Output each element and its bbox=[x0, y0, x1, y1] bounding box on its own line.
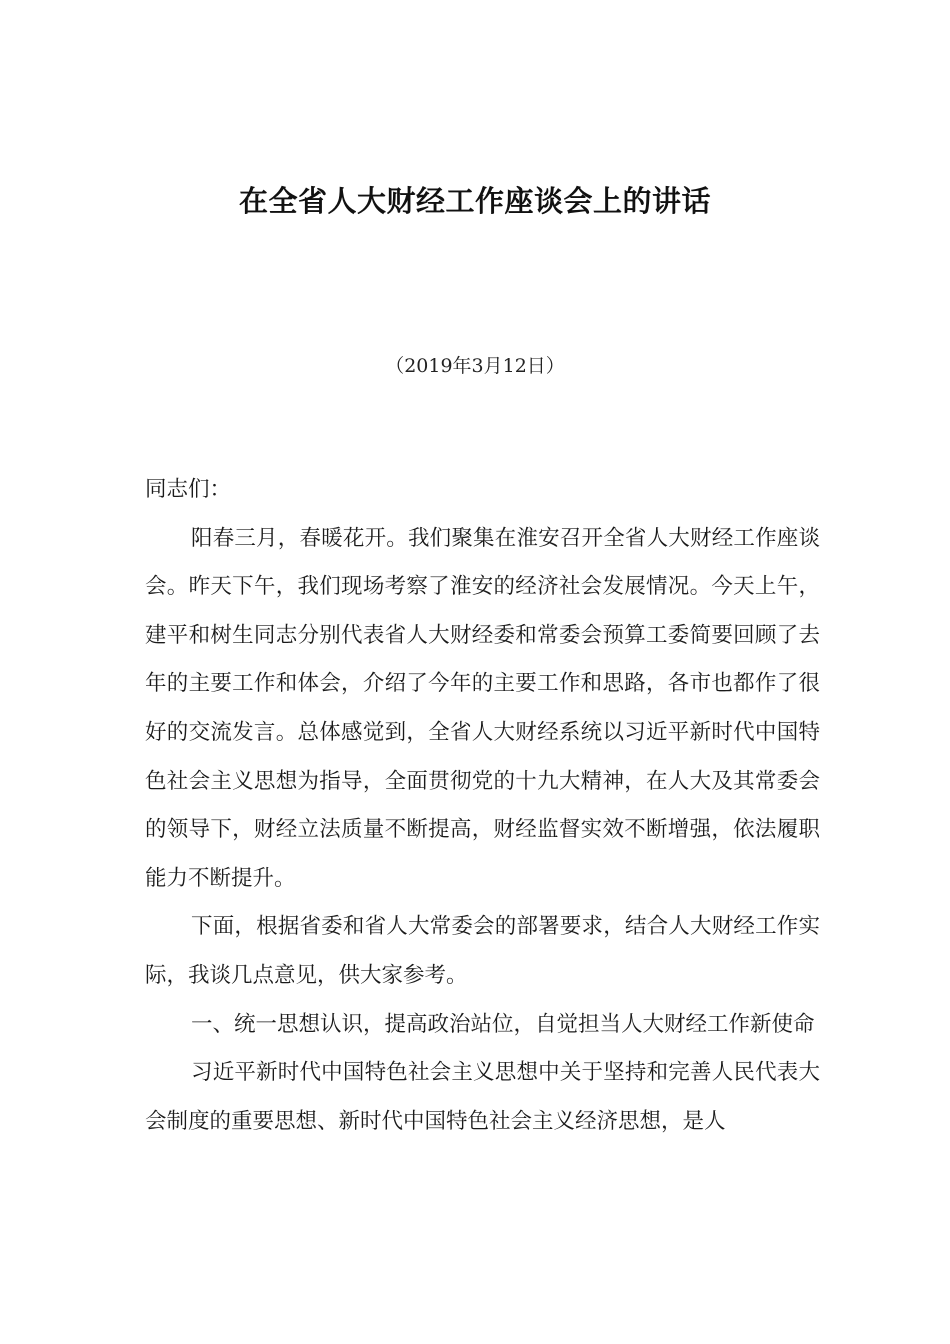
document-date: （2019年3月12日） bbox=[385, 355, 565, 377]
document-body bbox=[145, 466, 820, 1146]
paragraph-3: 习近平新时代中国特色社会主义思想中关于坚持和完善人民代表大会制度的重要思想、新时代中国特色社会主义经济思想，是人 bbox=[145, 1060, 820, 1134]
paragraph-2: 下面，根据省委和省人大常委会的部署要求，结合人大财经工作实际，我谈几点意见，供大家参考。 bbox=[145, 914, 820, 988]
salutation: 同志们： bbox=[145, 477, 232, 502]
paragraph-1: 阳春三月，春暖花开。我们聚集在淮安召开全省人大财经工作座谈会。昨天下午，我们现场考察了淮安的经济社会发展情况。今天上午，建平和树生同志分别代表省人大财经委和常委会预算工委简要回顾了去年的主要工作和体会，介绍了今年的主要工作和思路，各市也都作了很好的交流发言。总体感觉到，全省人大财经系统以习近平新时代中国特色社会主义思想为指导，全面贯彻党的十九大精神，在人大及其常委会的领导下，财经立法质量不断提高，财经监督实效不断增强，依法履职能力不断提升。 bbox=[145, 525, 820, 891]
section-heading-1: 一、统一思想认识，提高政治站位，自觉担当人大财经工作新使命 bbox=[191, 1011, 815, 1037]
document-title: 在全省人大财经工作座谈会上的讲话 bbox=[238, 184, 711, 218]
